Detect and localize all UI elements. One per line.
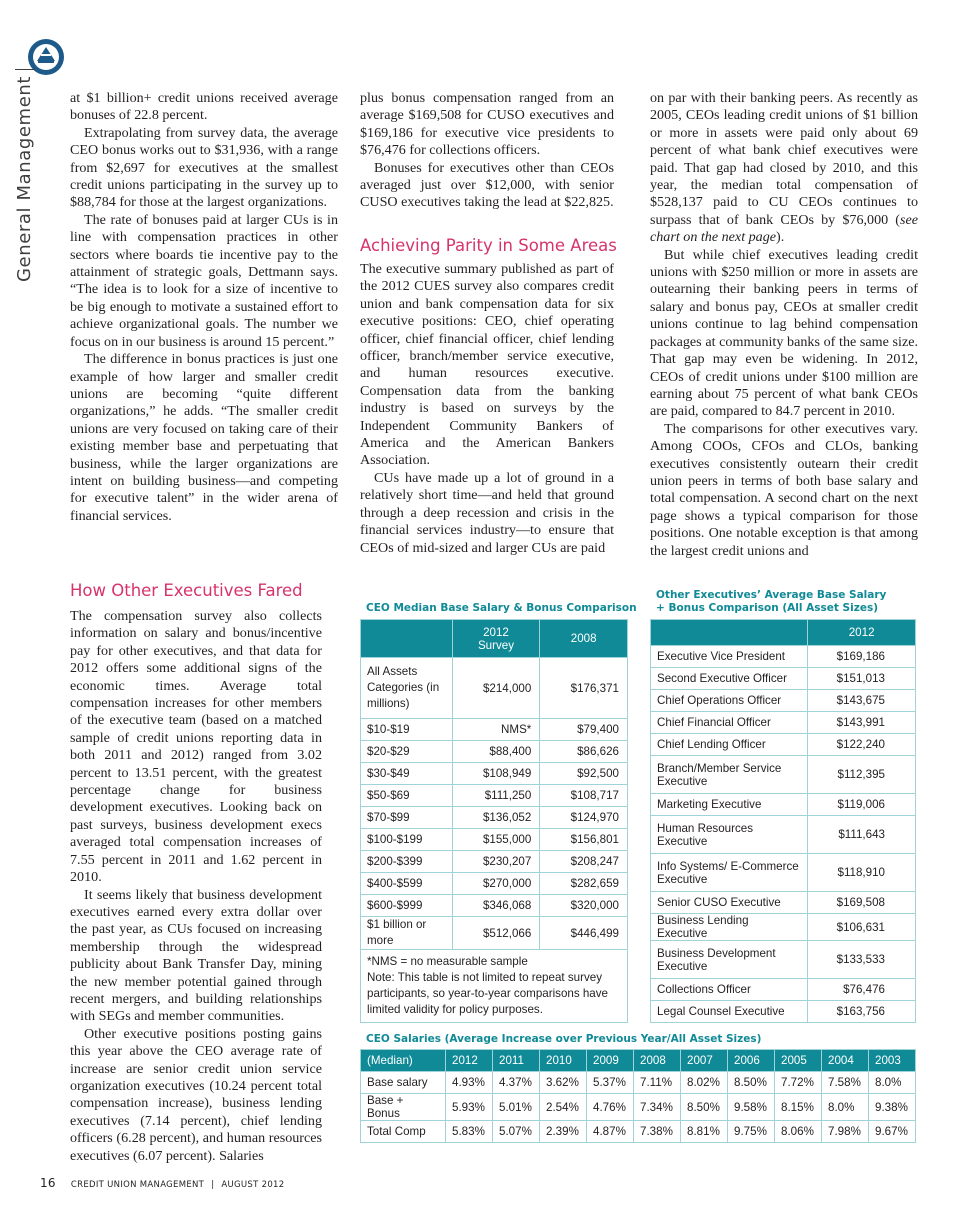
ceo-salary-table: [360, 619, 628, 1023]
table-header-cell: 2010: [540, 1050, 587, 1072]
table-cell: Executive Vice President: [651, 646, 808, 668]
table-cell: $30-$49: [361, 763, 453, 785]
table-cell: NMS*: [452, 719, 540, 741]
article-column-2: [360, 90, 614, 212]
table-row: [651, 712, 916, 734]
table-cell: Senior CUSO Executive: [651, 892, 808, 914]
table-row: [651, 690, 916, 712]
table-cell: 8.06%: [775, 1121, 822, 1143]
table-row: [651, 794, 916, 816]
table-cell: $400-$599: [361, 873, 453, 895]
table-cell: Human Resources Executive: [651, 816, 808, 854]
table-header-cell: 2008: [540, 620, 628, 658]
table-row: [651, 979, 916, 1001]
table-note-row: [361, 950, 628, 1023]
table-row: [651, 892, 916, 914]
table-row: [361, 719, 628, 741]
paragraph: The comparisons for other executives vary. Among COOs, CFOs and CLOs, banking executives consistently outearn their credit union peers in terms of both base salary and total compensation. A second chart on the next page shows a typical comparison for those positions. One notable exception is that among the largest credit unions and: [650, 420, 918, 559]
table-row: [361, 851, 628, 873]
table-header-row: [651, 620, 916, 646]
article-column-2-bottom: [360, 261, 614, 557]
ceo-table-caption: CEO Median Base Salary & Bonus Comparison: [366, 602, 637, 614]
table-row: [361, 785, 628, 807]
table-cell: $86,626: [540, 741, 628, 763]
section-label: [14, 32, 48, 282]
paragraph: [650, 90, 918, 247]
table-cell: $1 billion or more: [361, 917, 453, 950]
table-cell: $88,400: [452, 741, 540, 763]
table-header-cell: 2003: [869, 1050, 916, 1072]
table-note-nms: *NMS = no measurable sample: [367, 955, 528, 968]
table-cell: All Assets Categories (in millions): [361, 658, 453, 719]
table-cell: $100-$199: [361, 829, 453, 851]
table-cell: 8.81%: [681, 1121, 728, 1143]
table-cell: 4.37%: [493, 1072, 540, 1094]
table-row: [361, 1121, 916, 1143]
paragraph: The compensation survey also collects information on salary and bonus/incentive pay for other executives, and that data for 2012 offers some additional signs of the economic times. Average total compensation increases for other members of the executive team (based on a matched sample of credit unions reporting data in both 2011 and 2012) ranged from 3.02 percent to 13.51 percent, with the greatest percentage change for business development executives. Looking back on past surveys, business development execs averaged total compensation increases of 7.55 percent in 2011 and 1.62 percent in 2010.: [70, 608, 322, 886]
paragraph-text: on par with their banking peers. As recently as 2005, CEOs leading credit unions of $1 billion or more in assets were paid only about 69 percent of what bank chief executives were paid. That gap had closed by 2010, and this year, the median total compensation of $528,137 paid to CU CEOs continues to surpass that of bank CEOs by $76,000 (: [650, 90, 918, 228]
table-row: [651, 914, 916, 941]
table-cell: $108,717: [540, 785, 628, 807]
table-row: [361, 917, 628, 950]
table-header-cell: 2004: [822, 1050, 869, 1072]
table-cell: $119,006: [808, 794, 916, 816]
table-row: [651, 941, 916, 979]
publication-name: CREDIT UNION MANAGEMENT: [70, 1180, 205, 1190]
table-cell: Chief Lending Officer: [651, 734, 808, 756]
other-executives-table-caption: [656, 589, 886, 615]
table-row: [361, 763, 628, 785]
table-cell: $76,476: [808, 979, 916, 1001]
table-cell: Marketing Executive: [651, 794, 808, 816]
table-cell: $282,659: [540, 873, 628, 895]
table-header-row: [361, 620, 628, 658]
table-cell: 7.72%: [775, 1072, 822, 1094]
table-cell: $108,949: [452, 763, 540, 785]
caption-line: Other Executives’ Average Base Salary: [656, 589, 887, 601]
table-row: [651, 816, 916, 854]
section-label-divider: [15, 69, 35, 70]
table-cell: $79,400: [540, 719, 628, 741]
table-header-cell: (Median): [361, 1050, 446, 1072]
table-cell: Chief Financial Officer: [651, 712, 808, 734]
table-header-cell: 2005: [775, 1050, 822, 1072]
table-row: [361, 741, 628, 763]
paragraph: plus bonus compensation ranged from an average $169,508 for CUSO executives and $169,186 for executive vice presidents to $76,476 for collections officers.: [360, 90, 614, 159]
table-cell: $163,756: [808, 1001, 916, 1023]
table-cell: 9.67%: [869, 1121, 916, 1143]
table-cell: $122,240: [808, 734, 916, 756]
table-cell: $143,675: [808, 690, 916, 712]
table-cell: $320,000: [540, 895, 628, 917]
table-header-cell: 2006: [728, 1050, 775, 1072]
table-cell: $50-$69: [361, 785, 453, 807]
table-cell: Base salary: [361, 1072, 446, 1094]
table-cell: $176,371: [540, 658, 628, 719]
table-row: [361, 895, 628, 917]
table-header-cell: 2012 Survey: [452, 620, 540, 658]
table-cell: $118,910: [808, 854, 916, 892]
table-header-cell: 2012: [446, 1050, 493, 1072]
table-cell: $230,207: [452, 851, 540, 873]
subhead-other-executives: How Other Executives Fared: [70, 581, 303, 600]
table-row: [361, 829, 628, 851]
table-cell: 7.58%: [822, 1072, 869, 1094]
table-cell: 4.76%: [587, 1094, 634, 1121]
table-cell: $106,631: [808, 914, 916, 941]
page-footer: [40, 1176, 284, 1190]
table-header-cell: 2007: [681, 1050, 728, 1072]
table-cell: $600-$999: [361, 895, 453, 917]
table-cell: $200-$399: [361, 851, 453, 873]
table-cell: 8.0%: [869, 1072, 916, 1094]
chart-reference: see chart on the next page: [650, 211, 918, 246]
table-cell: $208,247: [540, 851, 628, 873]
table-row: [651, 756, 916, 794]
table-cell: $70-$99: [361, 807, 453, 829]
paragraph: CUs have made up a lot of ground in a relatively short time—and held that ground through a deep recession and crisis in the financial services industry—to ensure that CEOs of mid-sized and larger CUs are paid: [360, 469, 614, 556]
article-column-1: [70, 90, 338, 525]
table-cell: $143,991: [808, 712, 916, 734]
table-cell: 8.02%: [681, 1072, 728, 1094]
table-row: [361, 1094, 916, 1121]
issue-date: AUGUST 2012: [221, 1180, 285, 1190]
table-cell: 8.0%: [822, 1094, 869, 1121]
table-cell: 9.58%: [728, 1094, 775, 1121]
paragraph: It seems likely that business development executives earned every extra dollar over the past year, as CUs focused on increasing membership through the widespread publicity about Bank Transfer Day, mining the new member potential gained through recent mergers, and building relationships with SEGs and member communities.: [70, 886, 322, 1025]
caption-line: + Bonus Comparison (All Asset Sizes): [656, 602, 879, 614]
table-cell: 7.11%: [634, 1072, 681, 1094]
table-cell: 5.01%: [493, 1094, 540, 1121]
article-column-1-bottom: [70, 608, 322, 1165]
table-cell: 7.34%: [634, 1094, 681, 1121]
table-row: [361, 658, 628, 719]
footer-divider: |: [211, 1180, 215, 1190]
table-header-cell: [651, 620, 808, 646]
table-cell: $92,500: [540, 763, 628, 785]
table-cell: 7.98%: [822, 1121, 869, 1143]
ceo-salaries-increase-table: [360, 1049, 916, 1143]
section-label-text: General Management: [14, 75, 35, 282]
table-cell: Second Executive Officer: [651, 668, 808, 690]
table-row: [651, 734, 916, 756]
table-cell: $446,499: [540, 917, 628, 950]
page-number: 16: [40, 1176, 56, 1190]
table-cell: $133,533: [808, 941, 916, 979]
table-cell: 2.54%: [540, 1094, 587, 1121]
table-cell: 5.83%: [446, 1121, 493, 1143]
table-cell: 5.37%: [587, 1072, 634, 1094]
table-row: [361, 1072, 916, 1094]
table-cell: $169,508: [808, 892, 916, 914]
paragraph: But while chief executives leading credit unions with $250 million or more in assets are outearning their banking peers in terms of salary and bonus pay, CEOs at smaller credit unions continue to lag behind compensation packages at community banks of the same size. That gap may even be widening. In 2012, CEOs of credit unions under $100 million are earning about 75 percent of what bank CEOs are paid, compared to 84.7 percent in 2010.: [650, 246, 918, 420]
table-cell: Collections Officer: [651, 979, 808, 1001]
table-cell: 8.50%: [681, 1094, 728, 1121]
table-row: [651, 1001, 916, 1023]
table-cell: Business Lending Executive: [651, 914, 808, 941]
table-cell: 8.50%: [728, 1072, 775, 1094]
table-cell: $136,052: [452, 807, 540, 829]
table-cell: 4.87%: [587, 1121, 634, 1143]
table-header-cell: 2009: [587, 1050, 634, 1072]
subhead-achieving-parity: Achieving Parity in Some Areas: [360, 236, 617, 255]
table-cell: 4.93%: [446, 1072, 493, 1094]
table-cell: $270,000: [452, 873, 540, 895]
table-cell: $214,000: [452, 658, 540, 719]
table-cell: 9.75%: [728, 1121, 775, 1143]
table-header-cell: [361, 620, 453, 658]
paragraph-text: ).: [776, 229, 785, 246]
table-cell: Chief Operations Officer: [651, 690, 808, 712]
table-cell: Legal Counsel Executive: [651, 1001, 808, 1023]
table-cell: Info Systems/ E-Commerce Executive: [651, 854, 808, 892]
article-column-3: [650, 90, 918, 560]
table-row: [651, 646, 916, 668]
table-cell: $346,068: [452, 895, 540, 917]
table-cell: 5.07%: [493, 1121, 540, 1143]
table-cell: $20-$29: [361, 741, 453, 763]
paragraph: The rate of bonuses paid at larger CUs is in line with compensation practices in other sectors where boards tie incentive pay to the attainment of strategic goals, Dettmann says. “The idea is to look for a size of incentive to be big enough to motivate a sustained effort to achieve organizational goals. The number we focus on in our business is around 15 percent.”: [70, 211, 338, 350]
table-note: [361, 950, 628, 1023]
table-cell: 9.38%: [869, 1094, 916, 1121]
table-cell: $111,250: [452, 785, 540, 807]
table-row: [361, 873, 628, 895]
paragraph: The difference in bonus practices is just one example of how larger and smaller credit unions are becoming “quite different organizations,” he adds. “The smaller credit unions are very focused on taking care of their existing member base and perpetuating that business, while the larger organizations are intent on building business—and competing for executive talent” in the wider arena of financial services.: [70, 351, 338, 524]
table-header-cell: 2012: [808, 620, 916, 646]
table-cell: 2.39%: [540, 1121, 587, 1143]
table-row: [651, 854, 916, 892]
table-cell: $169,186: [808, 646, 916, 668]
table-cell: $111,643: [808, 816, 916, 854]
table-cell: $512,066: [452, 917, 540, 950]
paragraph: at $1 billion+ credit unions received average bonuses of 22.8 percent.: [70, 90, 338, 124]
table-header-row: [361, 1050, 916, 1072]
table-cell: $155,000: [452, 829, 540, 851]
table-cell: $112,395: [808, 756, 916, 794]
table-cell: Business Development Executive: [651, 941, 808, 979]
ceo-salaries-table-caption: CEO Salaries (Average Increase over Previous Year/All Asset Sizes): [366, 1033, 762, 1045]
table-cell: 3.62%: [540, 1072, 587, 1094]
table-cell: 8.15%: [775, 1094, 822, 1121]
paragraph: Bonuses for executives other than CEOs averaged just over $12,000, with senior CUSO executives taking the lead at $22,825.: [360, 159, 614, 211]
table-cell: Base + Bonus: [361, 1094, 446, 1121]
table-cell: $10-$19: [361, 719, 453, 741]
table-cell: 7.38%: [634, 1121, 681, 1143]
other-executives-table: [650, 619, 916, 1023]
paragraph: Extrapolating from survey data, the average CEO bonus works out to $31,936, with a range from $2,697 for executives at the smallest credit unions participating in the survey up to $88,784 for those at the largest organizations.: [70, 124, 338, 211]
paragraph: The executive summary published as part of the 2012 CUES survey also compares credit union and bank compensation data for six executive positions: CEO, chief operating officer, chief financial officer, chief lending officer, branch/member service executive, and human resources executive. Compensation data from the banking industry is based on surveys by the Independent Community Bankers of America and the American Bankers Association.: [360, 261, 614, 469]
table-cell: Total Comp: [361, 1121, 446, 1143]
table-header-cell: 2011: [493, 1050, 540, 1072]
table-row: [651, 668, 916, 690]
table-cell: $156,801: [540, 829, 628, 851]
table-note-validity: Note: This table is not limited to repeat survey participants, so year-to-year comparisons have limited validity for policy purposes.: [367, 971, 609, 1016]
table-cell: Branch/Member Service Executive: [651, 756, 808, 794]
table-cell: 5.93%: [446, 1094, 493, 1121]
table-cell: $151,013: [808, 668, 916, 690]
table-header-cell: 2008: [634, 1050, 681, 1072]
paragraph: Other executive positions posting gains this year above the CEO average rate of increase are senior credit union service organization executives (10.24 percent total compensation increase), business lending executives (7.14 percent), chief lending officers (6.28 percent), and human resources executives (6.07 percent). Salaries: [70, 1025, 322, 1164]
table-cell: $124,970: [540, 807, 628, 829]
table-row: [361, 807, 628, 829]
